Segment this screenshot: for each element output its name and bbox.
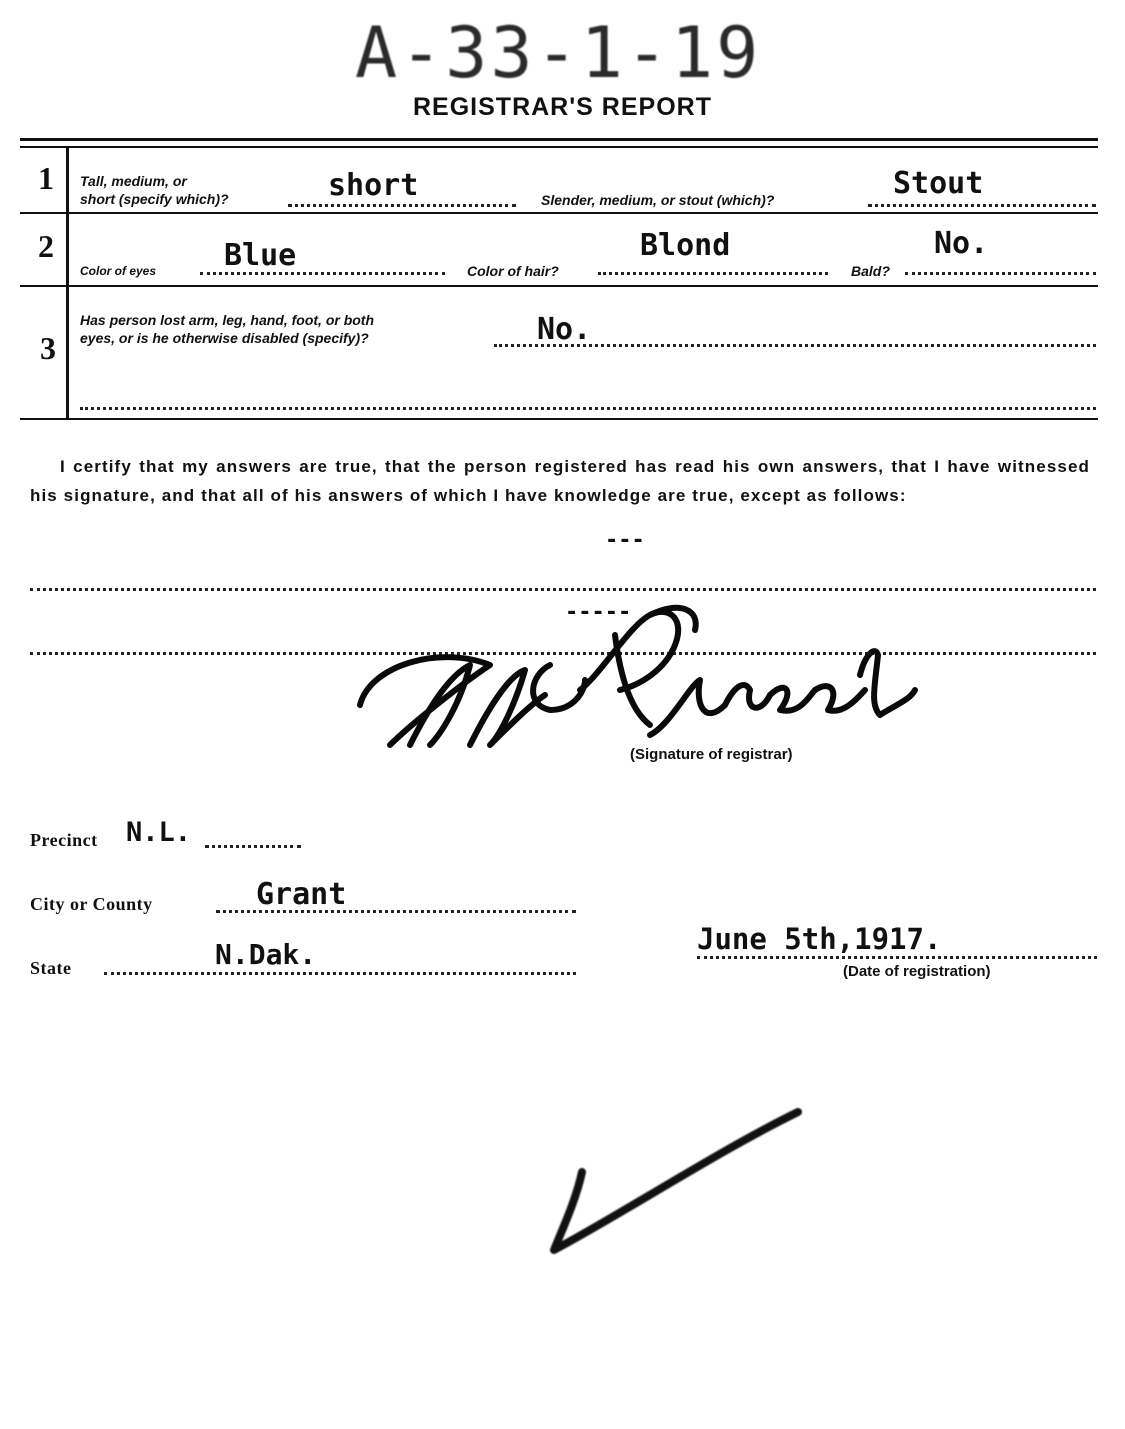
- certification-text: I certify that my answers are true, that the person registered has read his own answers, that I have witnessed his signature, and that all of his answers of which I have knowledge are true, except as follows:: [30, 457, 1090, 505]
- exception-line-1: [30, 588, 1096, 591]
- eyes-value: Blue: [224, 238, 297, 273]
- row-1-number: 1: [38, 160, 54, 196]
- disability-label: Has person lost arm, leg, hand, foot, or both eyes, or is he otherwise disabled (specify)?: [80, 312, 375, 347]
- row-2-rule: [20, 285, 1098, 287]
- top-rule: [20, 138, 1098, 141]
- state-label: State: [30, 958, 72, 978]
- disability-line-2: [80, 407, 1096, 410]
- build-line: [868, 204, 1096, 207]
- page-title: REGISTRAR'S REPORT: [413, 93, 712, 121]
- height-value: short: [328, 168, 419, 203]
- city-county-line: [216, 910, 576, 913]
- hair-value: Blond: [640, 228, 731, 263]
- state-value: N.Dak.: [215, 938, 317, 971]
- state-line: [104, 972, 576, 975]
- bottom-rule: [20, 418, 1098, 420]
- build-value: Stout: [893, 166, 984, 201]
- registration-date-caption: (Date of registration): [843, 963, 991, 980]
- registration-date-line: [697, 956, 1097, 959]
- row-1-rule: [20, 212, 1098, 214]
- precinct-value: N.L.: [126, 817, 192, 848]
- row-number-divider: [66, 148, 69, 420]
- signature-caption: (Signature of registrar): [630, 746, 793, 763]
- precinct-line: [205, 845, 301, 848]
- checkmark-icon: [540, 1100, 810, 1260]
- registration-date-value: June 5th,1917.: [697, 922, 942, 956]
- bald-line: [905, 272, 1096, 275]
- precinct-label: Precinct: [30, 830, 98, 850]
- exception-mark: ---: [605, 528, 645, 553]
- hair-line: [598, 272, 828, 275]
- registrar-signature: [350, 595, 920, 760]
- city-county-value: Grant: [256, 877, 347, 912]
- height-line: [288, 204, 516, 207]
- disability-line-1: [494, 344, 1096, 347]
- eyes-label: Color of eyes: [80, 264, 157, 278]
- hair-label: Color of hair?: [467, 263, 559, 279]
- top-rule-2: [20, 146, 1098, 148]
- card-serial-stamp: A-33-1-19: [355, 12, 762, 94]
- row-2-number: 2: [38, 228, 54, 264]
- height-label: Tall, medium, or short (specify which)?: [80, 173, 229, 208]
- city-county-label: City or County: [30, 894, 153, 914]
- bald-label: Bald?: [851, 263, 890, 279]
- bald-value: No.: [934, 226, 989, 261]
- exception-dash-mark: -----: [565, 600, 632, 625]
- disability-value: No.: [537, 312, 592, 347]
- row-3-number: 3: [40, 330, 56, 366]
- build-label: Slender, medium, or stout (which)?: [541, 192, 775, 208]
